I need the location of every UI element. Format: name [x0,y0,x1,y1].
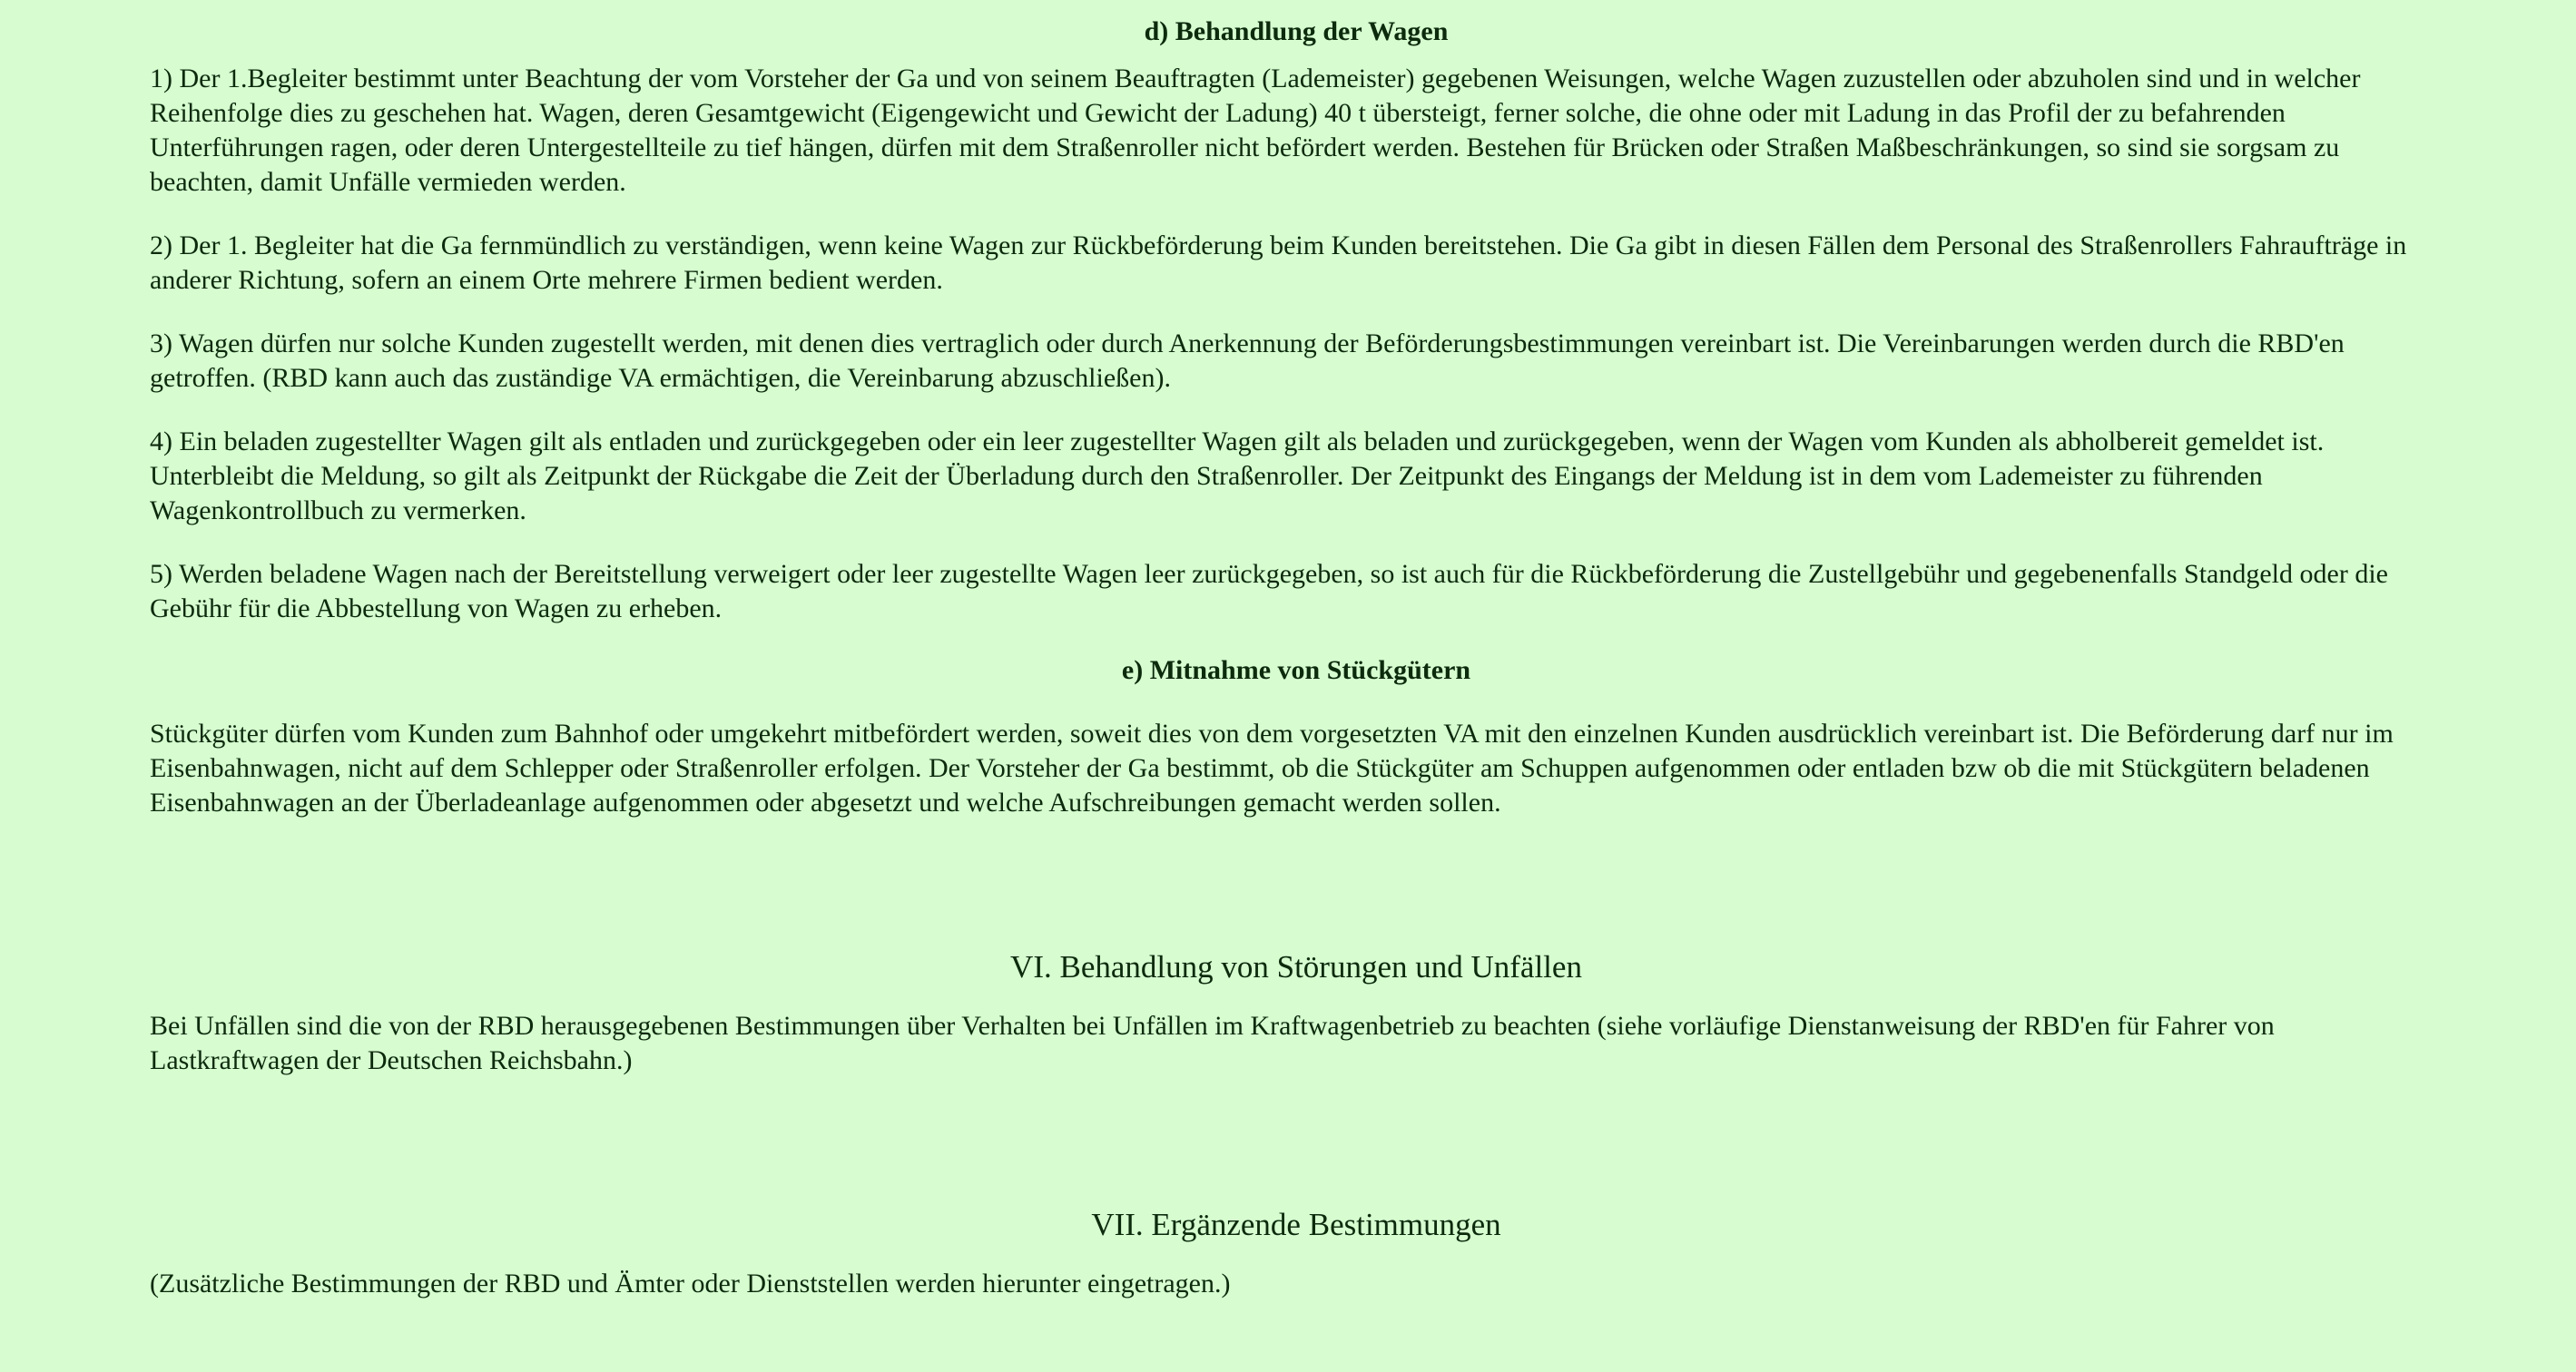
section-d-paragraph-1: 1) Der 1.Begleiter bestimmt unter Beachtung der vom Vorsteher der Ga und von seinem Beauftragten (Lademeister) gegebenen Weisungen, welche Wagen zuzustellen oder abzuholen sind und in welcher Reihenfolge dies zu geschehen hat. Wagen, deren Gesamtgewicht (Eigengewicht und Gewicht der Ladung) 40 t übersteigt, ferner solche, die ohne oder mit Ladung in das Profil der zu befahrenden Unterführungen ragen, oder deren Untergestellteile zu tief hängen, dürfen mit dem Straßenroller nicht befördert werden. Bestehen für Brücken oder Straßen Maßbeschränkungen, so sind sie sorgsam zu beachten, damit Unfälle vermieden werden. [150,64,2361,197]
section-d-paragraph-4: 4) Ein beladen zugestellter Wagen gilt als entladen und zurückgegeben oder ein leer zugestellter Wagen gilt als beladen und zurückgegeben, wenn der Wagen vom Kunden als abholbereit gemeldet ist. Unterbleibt die Meldung, so gilt als Zeitpunkt der Rückgabe die Zeit der Überladung durch den Straßenroller. Der Zeitpunkt des Eingangs der Meldung ist in dem vom Lademeister zu führenden Wagenkontrollbuch zu vermerken. [150,426,2325,525]
chapter-vi-paragraph: Bei Unfällen sind die von der RBD herausgegebenen Bestimmungen über Verhalten bei Unfällen im Kraftwagenbetrieb zu beachten (siehe vorläufige Dienstanweisung der RBD'en für Fahrer von Lastkraftwagen der Deutschen Reichsbahn.) [150,1011,2275,1075]
chapter-vii-heading: VII. Ergänzende Bestimmungen [1091,1207,1501,1242]
chapter-vii-paragraph: (Zusätzliche Bestimmungen der RBD und Ämter oder Dienststellen werden hierunter eingetragen.) [150,1269,1231,1298]
section-d-heading: d) Behandlung der Wagen [1144,16,1449,46]
section-d-paragraph-2: 2) Der 1. Begleiter hat die Ga fernmündlich zu verständigen, wenn keine Wagen zur Rückbeförderung beim Kunden bereitstehen. Die Ga gibt in diesen Fällen dem Personal des Straßenrollers Fahraufträge in anderer Richtung, sofern an einem Orte mehrere Firmen bedient werden. [150,230,2407,295]
section-e-paragraph: Stückgüter dürfen vom Kunden zum Bahnhof oder umgekehrt mitbefördert werden, soweit dies von dem vorgesetzten VA mit den einzelnen Kunden ausdrücklich vereinbart ist. Die Beförderung darf nur im Eisenbahnwagen, nicht auf dem Schlepper oder Straßenroller erfolgen. Der Vorsteher der Ga bestimmt, ob die Stückgüter am Schuppen aufgenommen oder entladen bzw ob die mit Stückgütern beladenen Eisenbahnwagen an der Überladeanlage aufgenommen oder abgesetzt und welche Aufschreibungen gemacht werden sollen. [150,719,2394,818]
chapter-vi-heading: VI. Behandlung von Störungen und Unfällen [1010,949,1582,985]
section-e-heading: e) Mitnahme von Stückgütern [1121,655,1471,685]
section-d-paragraph-5: 5) Werden beladene Wagen nach der Bereitstellung verweigert oder leer zugestellte Wagen leer zurückgegeben, so ist auch für die Rückbeförderung die Zustellgebühr und gegebenenfalls Standgeld oder die Gebühr für die Abbestellung von Wagen zu erheben. [150,559,2388,623]
section-d-paragraph-3: 3) Wagen dürfen nur solche Kunden zugestellt werden, mit denen dies vertraglich oder durch Anerkennung der Beförderungsbestimmungen vereinbart ist. Die Vereinbarungen werden durch die RBD'en getroffen. (RBD kann auch das zuständige VA ermächtigen, die Vereinbarung abzuschließen). [150,328,2345,393]
